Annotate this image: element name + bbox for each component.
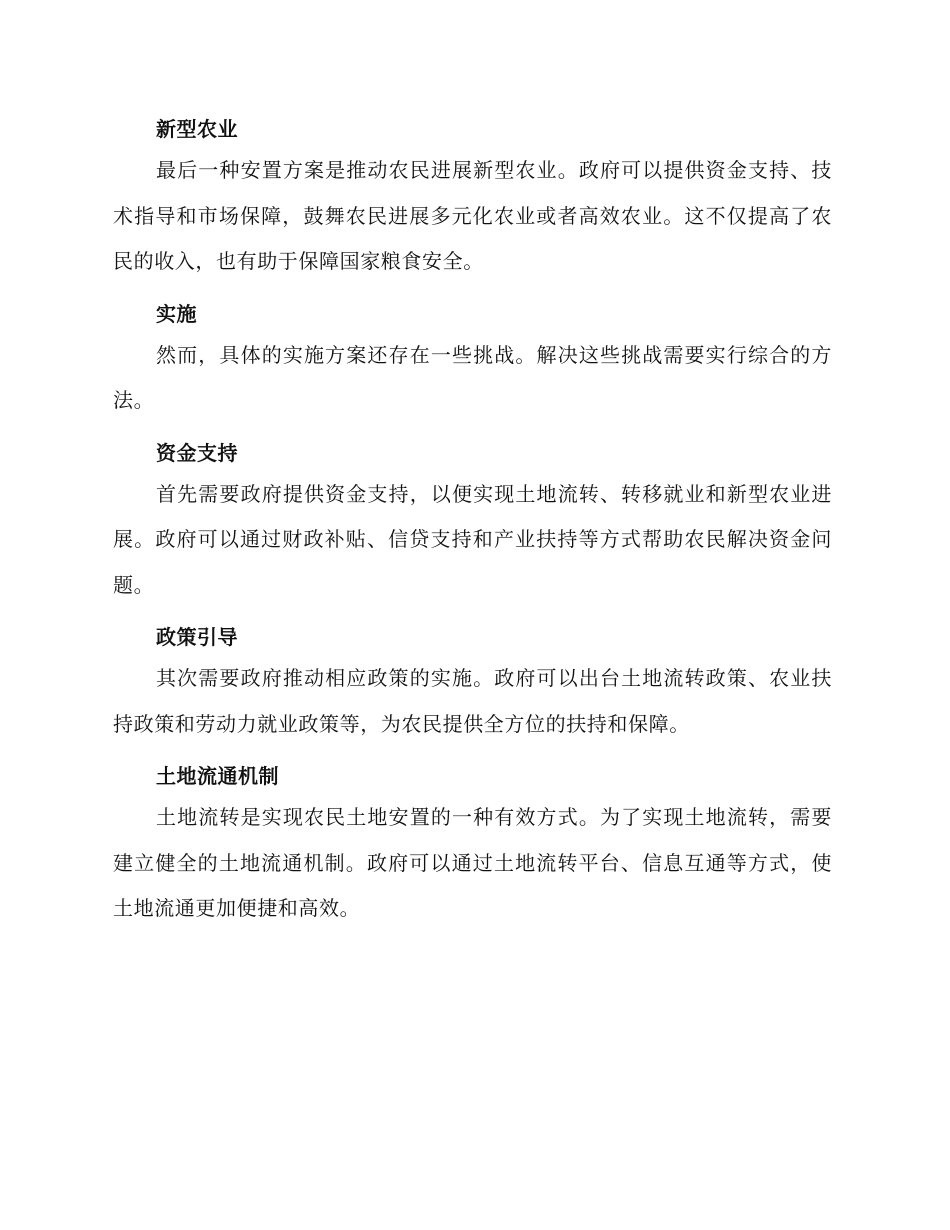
section-paragraph: 土地流转是实现农民土地安置的一种有效方式。为了实现土地流转，需要建立健全的土地流通机制。政府可以通过土地流转平台、信息互通等方式，使土地流通更加便捷和高效。 [113, 805, 832, 920]
section-paragraph: 其次需要政府推动相应政策的实施。政府可以出台土地流转政策、农业扶持政策和劳动力就业政策等，为农民提供全方位的扶持和保障。 [113, 666, 832, 736]
section-land-circulation-mechanism [113, 757, 832, 932]
section-heading: 土地流通机制 [156, 764, 279, 788]
section-policy-guidance [113, 618, 832, 747]
section-heading: 政策引导 [156, 625, 238, 649]
section-funding-support [113, 434, 832, 609]
section-heading: 新型农业 [156, 117, 238, 141]
section-paragraph: 首先需要政府提供资金支持，以便实现土地流转、转移就业和新型农业进展。政府可以通过财政补贴、信贷支持和产业扶持等方式帮助农民解决资金问题。 [113, 481, 832, 597]
section-heading: 实施 [156, 301, 197, 326]
section-paragraph: 最后一种安置方案是推动农民进展新型农业。政府可以提供资金支持、技术指导和市场保障，鼓舞农民进展多元化农业或者高效农业。这不仅提高了农民的收入，也有助于保障国家粮食安全。 [113, 158, 832, 273]
section-new-agriculture [113, 110, 832, 285]
section-heading: 资金支持 [156, 440, 238, 465]
section-implementation [113, 295, 832, 424]
section-paragraph: 然而，具体的实施方案还存在一些挑战。解决这些挑战需要实行综合的方法。 [113, 342, 832, 412]
